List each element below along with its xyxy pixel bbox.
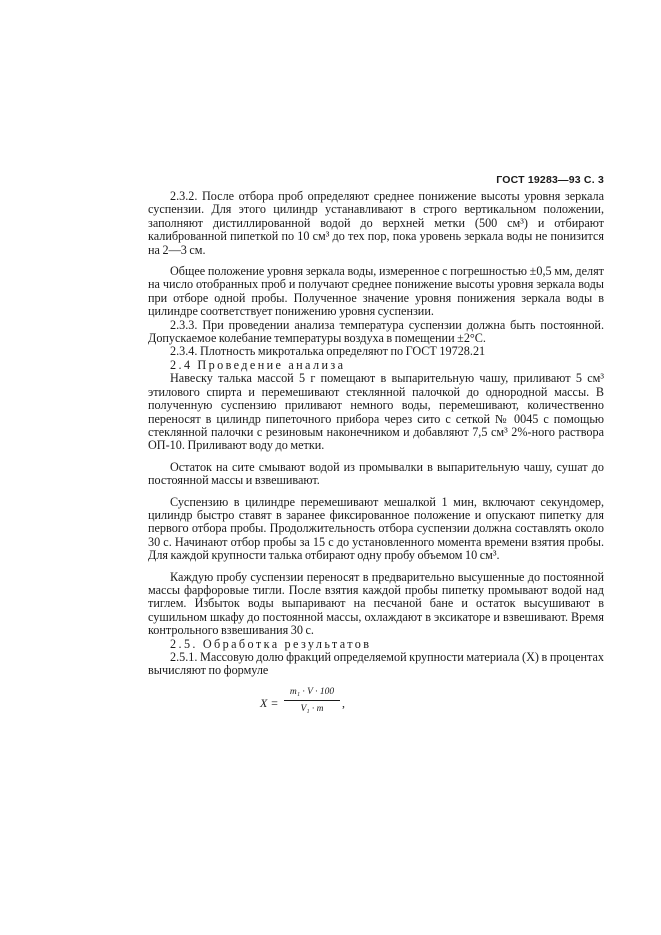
section-heading-2-5: 2.5. Обработка результатов	[170, 636, 372, 651]
paragraph-suspension: Суспензию в цилиндре перемешивают мешалкой 1 мин, включают секундомер, цилиндр быстро ставят в заранее фиксированное положение и опускают пипетку для первого отбора пробы. Продолжительность отбора суспензии должна составлять около 30 с. Начинают отбор пробы за 15 с до установленного момента времени взятия пробы. Для каждой крупности талька отбирают одну пробу объемом 10 см³.	[148, 494, 604, 563]
formula-numerator: m₁ · V · 100	[284, 686, 340, 701]
paragraph-sieve-residue: Остаток на сите смывают водой из промывалки в выпарительную чашу, сушат до постоянной массы и взвешивают.	[148, 459, 604, 488]
paragraph-2-3-3: 2.3.3. При проведении анализа температура суспензии должна быть постоянной. Допускаемое колебание температуры воздуха в помещении ±2°С.	[148, 317, 604, 346]
paragraph-water-level: Общее положение уровня зеркала воды, измеренное с погрешностью ±0,5 мм, делят на число отобранных проб и получают среднее понижение высоты уровня зеркала воды при отборе одной пробы. Полученное значение уровня понижения зеркала воды в цилиндре соответствует понижению уровня суспензии.	[148, 264, 604, 319]
paragraph-2-3-4: 2.3.4. Плотность микроталька определяют по ГОСТ 19728.21	[170, 344, 486, 359]
paragraph-crucibles: Каждую пробу суспензии переносят в предварительно высушенные до постоянной массы фарфоровые тигли. После взятия каждой пробы пипетку промывают водой над тиглем. Избыток воды выпаривают на песчаной бане и остаток высушивают в сушильном шкафу до постоянной массы, охлаждают в эксикаторе и взвешивают. Время контрольного взвешивания 30 с.	[148, 569, 604, 638]
formula	[148, 682, 604, 726]
formula-lhs: X =	[260, 695, 279, 710]
document-body	[148, 190, 604, 726]
section-heading-2-4: 2.4 Проведение анализа	[170, 357, 346, 372]
formula-denominator: V₁ · m	[300, 704, 324, 715]
paragraph-sample-prep: Навеску талька массой 5 г помещают в выпарительную чашу, приливают 5 см³ этилового спирта и перемешивают стеклянной палочкой до однородной массы. В полученную суспензию приливают немного воды, перемешивают, количественно переносят в цилиндр пипеточного прибора через сито с сеткой № 0045 с помощью стеклянной палочки с резиновым наконечником и добавляют 7,5 см³ 2%-ного раствора ОП-10. Приливают воду до метки.	[148, 371, 604, 453]
paragraph-2-3-2: 2.3.2. После отбора проб определяют среднее понижение высоты уровня зеркала суспензии. Для этого цилиндр устанавливают в строго вертикальном положении, заполняют дистиллированной водой до верхней метки (500 см³) и отбирают калиброванной пипеткой по 10 см³ до тех пор, пока уровень зеркала воды не понизится на 2—3 см.	[148, 189, 604, 257]
page-header: ГОСТ 19283—93 С. 3	[496, 174, 604, 186]
formula-comma: ,	[342, 695, 345, 710]
paragraph-2-5-1: 2.5.1. Массовую долю фракций определяемой крупности материала (X) в процентах вычисляют по формуле	[148, 650, 604, 678]
formula-fraction	[284, 686, 340, 717]
